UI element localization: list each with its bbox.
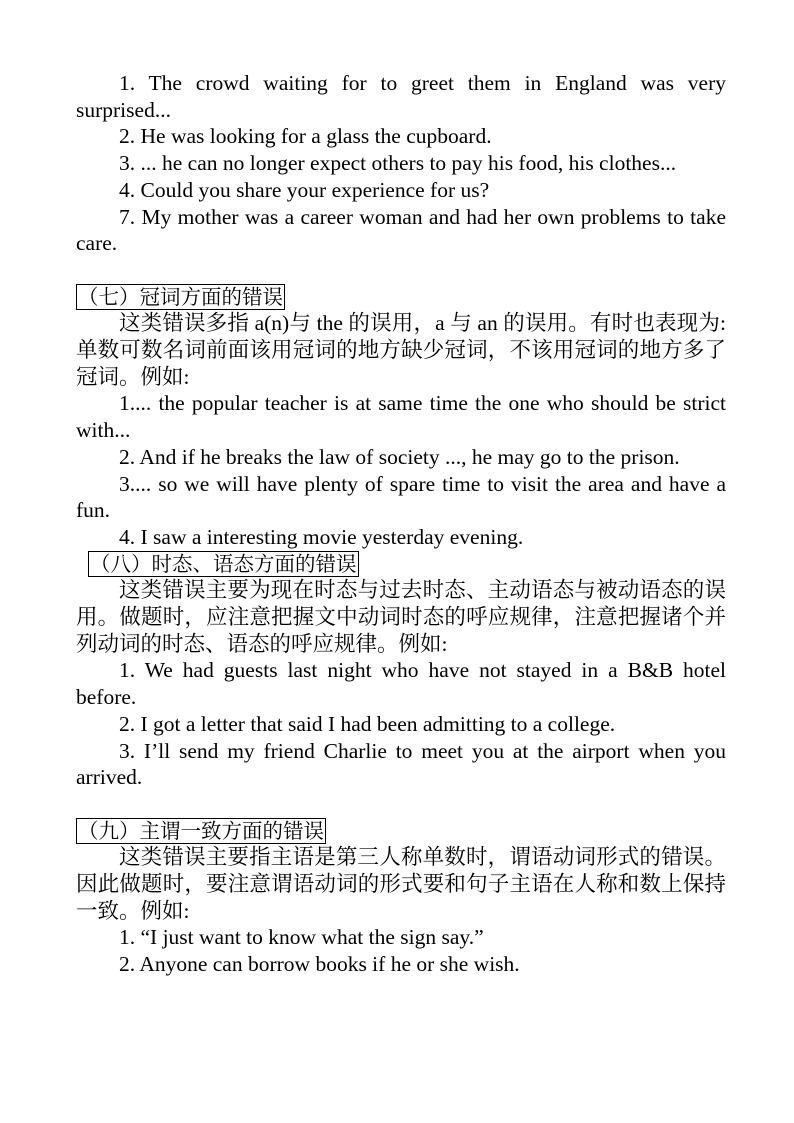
- spacer: [76, 791, 726, 818]
- example-paragraph: 3. I’ll send my friend Charlie to meet you at the airport when you arrived.: [76, 738, 726, 790]
- example-paragraph: 4. Could you share your experience for us?: [119, 177, 490, 202]
- example-paragraph: 4. I saw a interesting movie yesterday evening.: [119, 524, 524, 549]
- section-intro-paragraph: 这类错误多指 a(n)与 the 的误用，a 与 an 的误用。有时也表现为:单数可数名词前面该用冠词的地方缺少冠词，不该用冠词的地方多了冠词。例如:: [76, 311, 726, 389]
- example-paragraph: 1.... the popular teacher is at same time the one who should be strict with...: [76, 391, 726, 443]
- example-paragraph: 7. My mother was a career woman and had her own problems to take care.: [76, 204, 726, 256]
- example-paragraph: 3.... so we will have plenty of spare time to visit the area and have a fun.: [76, 471, 726, 523]
- section-heading-row: [76, 284, 726, 311]
- section-heading-7: （七）冠词方面的错误: [78, 284, 283, 309]
- example-paragraph: 1. “I just want to know what the sign say.”: [119, 925, 484, 950]
- section-heading-9: （九）主谓一致方面的错误: [78, 818, 324, 843]
- section-intro-paragraph: 这类错误主要为现在时态与过去时态、主动语态与被动语态的误用。做题时，应注意把握文中动词时态的呼应规律，注意把握诸个并列动词的时态、语态的呼应规律。例如:: [76, 578, 726, 656]
- example-paragraph: 2. He was looking for a glass the cupboard.: [119, 124, 492, 149]
- example-paragraph: 3. ... he can no longer expect others to pay his food, his clothes...: [119, 151, 677, 176]
- example-paragraph: 2. Anyone can borrow books if he or she wish.: [119, 952, 520, 977]
- example-paragraph: 2. I got a letter that said I had been admitting to a college.: [119, 711, 616, 736]
- section-heading-row: [76, 818, 726, 845]
- section-heading-row: [88, 551, 726, 578]
- section-intro-paragraph: 这类错误主要指主语是第三人称单数时，谓语动词形式的错误。因此做题时，要注意谓语动词的形式要和句子主语在人称和数上保持一致。例如:: [76, 845, 726, 923]
- example-paragraph: 1. We had guests last night who have not stayed in a B&B hotel before.: [76, 658, 726, 710]
- example-paragraph: 1. The crowd waiting for to greet them in England was very surprised...: [76, 71, 726, 122]
- spacer: [76, 257, 726, 284]
- document-page: [76, 70, 726, 978]
- section-heading-8: （八）时态、语态方面的错误: [90, 551, 357, 576]
- example-paragraph: 2. And if he breaks the law of society ..., he may go to the prison.: [119, 444, 680, 469]
